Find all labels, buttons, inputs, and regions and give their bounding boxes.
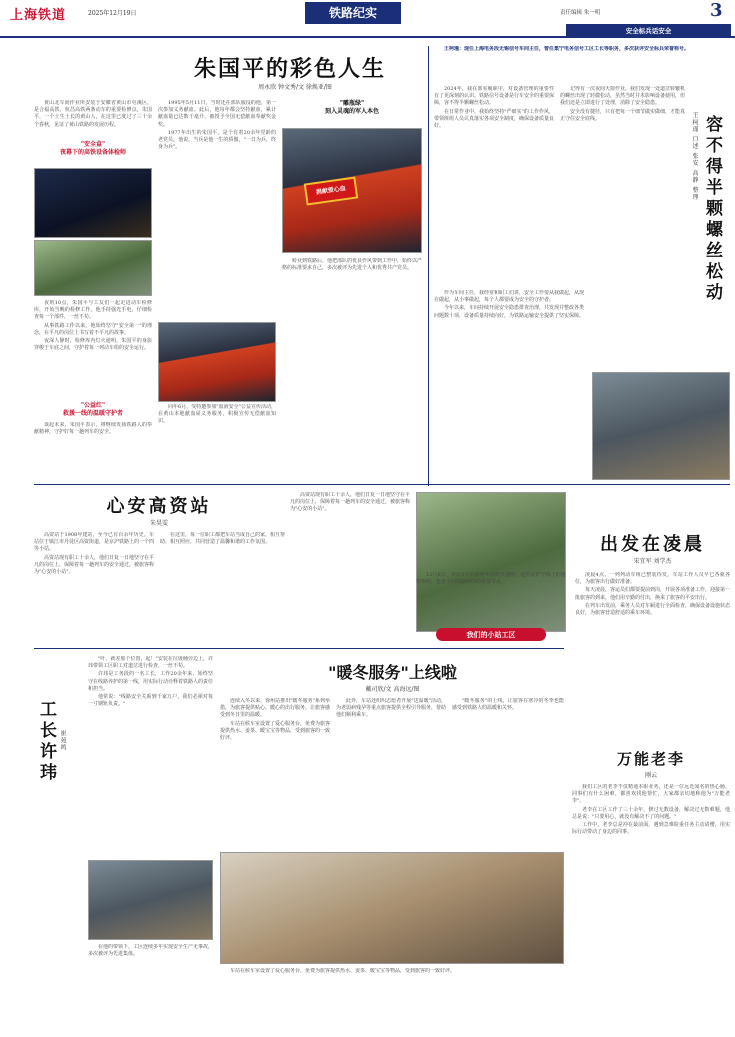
story6-paragraph: 在他的带领下，工区连续多年实现安全生产无事故，多次被评为先进集体。 <box>88 944 213 958</box>
story2-column <box>560 86 685 286</box>
section-divider <box>34 484 730 485</box>
story2-intro <box>434 46 689 82</box>
story7-column <box>572 784 730 1028</box>
story7-title: 万能老李 <box>616 750 685 768</box>
story4-paragraph: 在列车出发前，乘务人员对车厢进行全面检查，确保设备设施状态良好，为旅客营造舒适的乘车环境。 <box>575 602 730 617</box>
story4-paragraph: 凌晨4点，一列列动车组已整装待发，车站工作人员早已各就各位，为旅客出行做好准备。 <box>575 572 730 586</box>
story2-divider <box>428 46 429 486</box>
story1-paragraph: 从事铁路工作以来，他始终坚守"安全第一"的理念，在平凡的岗位上书写着不平凡的故事。 <box>34 322 152 336</box>
story1-byline: 周永欣 钟文秀/文 徐焕亚/图 <box>258 84 332 91</box>
caption-c-label: "雕瓶绿" <box>339 100 365 107</box>
story3-paragraph: 高资站于1908年建站，至今已有百余年历史。车站位于镇江市丹徒区高资街道，是京沪铁路上的一个四等小站。 <box>34 532 154 553</box>
story2-paragraph: 作为车间主任，我经常和职工们讲，安全工作要从我做起，从现在做起，从小事做起，每个人都要成为安全的守护者。 <box>434 290 584 304</box>
story4-column <box>575 572 730 712</box>
story1-paragraph: 1995年5月11日，当时还在部队服役的他，第一次参加义务献血。此后，他每年都会坚持献血，累计献血量已达数千毫升，被授予全国无偿献血奉献奖金奖。 <box>158 100 276 128</box>
story4-paragraph: 每天凌晨，客运员们都要提前到岗，开展各项准备工作，迎接第一批旅客的到来。他们用辛勤的付出，换来了旅客的平安出行。 <box>575 587 730 601</box>
story5-paragraph: "暖冬服务"的上线，让旅客在寒冷的冬季也能感受到铁路人的温暖和关怀。 <box>452 698 564 712</box>
story3-paragraph: 在这里，每一位职工都把车站当成自己的家，相互帮助、相互照应，共同营造了温馨和谐的工作氛围。 <box>160 532 285 546</box>
issue-date: 2025年12月19日 <box>88 10 137 17</box>
story3-banner: 我们的小站工区 <box>436 628 546 641</box>
donation-badge: 捐献爱心血 <box>304 176 359 205</box>
caption-b-label: "公益红" <box>80 402 106 409</box>
story2-byline: 王柯瑾 口述 张安 高静 整理 <box>691 112 698 201</box>
story4-column <box>416 572 566 626</box>
photo-blood-donation <box>34 240 152 296</box>
story3-column <box>34 532 154 642</box>
story3-title: 心安高资站 <box>106 496 212 517</box>
caption-a-text: 夜幕下的高铁设备体检师 <box>59 149 126 156</box>
section-title: 铁路纪实 <box>305 2 401 24</box>
editor-credit: 责任编辑 朱一明 <box>560 10 601 16</box>
story3-paragraph: 高资站现有职工十余人，他们日复一日地坚守在平凡的岗位上，保障着每一趟列车的安全通过，被旅客称为"心安的小站"。 <box>34 554 154 576</box>
photo-volunteer <box>158 322 276 402</box>
story5-column <box>336 698 446 848</box>
story3-paragraph: 高资站现有职工十余人，他们日复一日地坚守在平凡的岗位上，保障着每一趟列车的安全通过，被旅客称为"心安的小站"。 <box>290 492 410 513</box>
photo-track-crew <box>88 860 213 940</box>
story3-column <box>160 532 285 642</box>
story6-title: 工长许玮 <box>36 700 56 784</box>
story4-byline: 宋宜军 刘学杰 <box>633 558 672 565</box>
story2-paragraph: 安全没有捷径，只有把每一个细节做实做细，才能真正守住安全底线。 <box>560 108 685 122</box>
photo-signal-work <box>592 372 730 480</box>
story1-paragraph: 夜深人静时，检修库内灯火通明，朱国平的身影穿梭于车底之间，守护着每一列动车组的安全运行。 <box>34 338 152 352</box>
story7-paragraph: 老李在工区工作了三十余年，修过无数设备，解决过无数难题，他总是说："只要用心，就没有解决不了的问题。" <box>572 806 730 820</box>
story6-paragraph: 许玮是工务段的一名工长，工作20余年来，始终坚守在线路养护的第一线，用实际行动诠释着铁路人的责任和担当。 <box>88 671 213 692</box>
story2-column <box>434 86 554 286</box>
page-number: 3 <box>710 0 723 21</box>
story1-paragraph: 转业到铁路后，他把部队的优良作风带到工作中，始终以严格的标准要求自己，多次被评为先进个人和优秀共产党员。 <box>282 258 422 272</box>
story1-paragraph: 黄山北车间作业所安装于安徽省黄山市屯溪区，是合福高铁、杭昌高铁两条动车的重要检修点，朱国平，一个土生土长的黄山人，在这里已度过了三十余个春秋，见证了黄山铁路的发展历程。 <box>34 100 152 128</box>
story2-paragraph: 在日常作业中，我始终坚持"严细实"的工作作风，带领班组人员认真落实各项安全制度，确保设备质量良好。 <box>434 108 554 130</box>
story2-intro-text: 王柯瑾：现任上海电务段无锡信号车间主任，曾任集宁电务信号工区工长等职务，多次获评安全标兵荣誉称号。 <box>444 46 689 52</box>
newspaper-brand: 上海铁道 <box>10 8 67 23</box>
story6-byline: 崔苑鸣 <box>59 730 66 751</box>
story6-column <box>88 656 213 856</box>
story5-paragraph: 连续入冬以来，徐州站推出"暖冬服务"系列举措，为旅客提供贴心、暖心的出行服务，让旅客感受到冬日里的温暖。 <box>220 698 330 719</box>
story6-paragraph: 他常说："线路安全关系到千家万户，我们必须对每一寸钢轨负责。" <box>88 694 213 708</box>
story7-byline: 刚云 <box>644 772 657 779</box>
photo-night-inspection <box>34 168 152 238</box>
story2-paragraph: 记得有一次夜间天窗作业，我们发现一处道岔转辙机的螺丝出现了轻微松动，虽然当时并未影响设备使用，但我们还是立即进行了处理，消除了安全隐患。 <box>560 86 685 107</box>
story2-column <box>434 290 584 480</box>
story5-column <box>452 698 564 848</box>
story5-paragraph: 此外，车站还组织志愿者开展"送温暖"活动，为老弱病残孕等重点旅客提供全程引导服务，帮助他们顺利乘车。 <box>336 698 446 719</box>
story5-column <box>220 968 564 1028</box>
story2-paragraph: 2024年，我在部室履职中，对设备管理的重要性有了更深刻的认识。铁路信号设备是行车安全的重要保障，容不得半颗螺丝松动。 <box>434 86 554 107</box>
story1-column <box>34 100 152 140</box>
story1-column <box>158 404 276 480</box>
story5-byline: 戴司欣/文 高海远/图 <box>365 686 420 693</box>
story7-paragraph: 工作中，老李总是冲在最前面，遇到急难险重任务主动请缨，用实际行动带动了身边的同事。 <box>572 822 730 836</box>
story3-column <box>290 492 410 642</box>
story6-paragraph: "叶，就差那个位置，起！"安装在垃圾桶旁边上，许玮带领工区职工对道岔进行检查，一丝不苟。 <box>88 656 213 670</box>
story1-paragraph: 夜班10点，朱国平与工友们一起走进动车检修库，开始当晚的检修工作。他手持强光手电，仔细检查每一个部件，一丝不苟。 <box>34 300 152 321</box>
story2-paragraph: 今年以来，车间持续开展安全隐患排查治理，共发现并整改各类问题数十项，设备质量持续向好，为铁路运输安全提供了坚实保障。 <box>434 305 584 319</box>
story7-paragraph: 我们工区的老李不仅精通本职业务，还是一位远近闻名的热心肠。同事们有什么困难，都喜欢找他帮忙，大家都亲切地称他为"万能老李"。 <box>572 784 730 805</box>
column-tag: 安全标兵话安全 <box>566 24 731 38</box>
story4-paragraph: 12月8日，凌晨3点的徐州车站灯火通明。这里是沪宁线上的重要枢纽，也是全国铁路网中的重要节点。 <box>416 572 566 586</box>
section-divider <box>34 648 564 649</box>
photo-warm-service <box>220 852 564 964</box>
caption-a-label: "安全盒" <box>80 141 106 148</box>
story5-title: "暖冬服务"上线啦 <box>328 663 457 682</box>
story5-paragraph: 车站在候车室设置了爱心服务台，免费为旅客提供热水、姜茶、暖宝宝等物品，受到旅客的一致好评。 <box>230 968 456 974</box>
story1-column <box>282 258 422 480</box>
caption-c-text: 刻入灵魂的军人本色 <box>324 108 379 115</box>
story3-byline: 朱昊雯 <box>149 520 168 527</box>
story1-title: 朱国平的彩色人生 <box>193 57 386 82</box>
story1-column <box>34 300 152 400</box>
story1-column <box>158 100 276 320</box>
story1-paragraph: 1977年出生的朱国平，是个有着20余年党龄的老党员。他说，当兵是他一生的骄傲，"一日为兵，终身为兵"。 <box>158 129 276 151</box>
story6-column <box>88 944 213 1024</box>
story1-paragraph: 谈起未来，朱国平表示，将继续发扬铁路人的奉献精神，守护好每一趟列车的安全。 <box>34 422 152 436</box>
story1-column <box>34 422 152 480</box>
story5-paragraph: 车站在候车室设置了爱心服务台，免费为旅客提供热水、姜茶、暖宝宝等物品，受到旅客的一致好评。 <box>220 720 330 742</box>
story5-column <box>220 698 330 848</box>
story4-title: 出发在凌晨 <box>600 534 705 555</box>
caption-b-text: 救援一线的温暖守护者 <box>62 410 123 417</box>
story1-paragraph: 同年6月，受特邀参加"血液安全"公益宣传活动，在黄山本地献血屋义务服务，积极宣传无偿献血知识。 <box>158 404 276 425</box>
story2-title: 容不得半颗螺丝松动 <box>702 115 722 304</box>
